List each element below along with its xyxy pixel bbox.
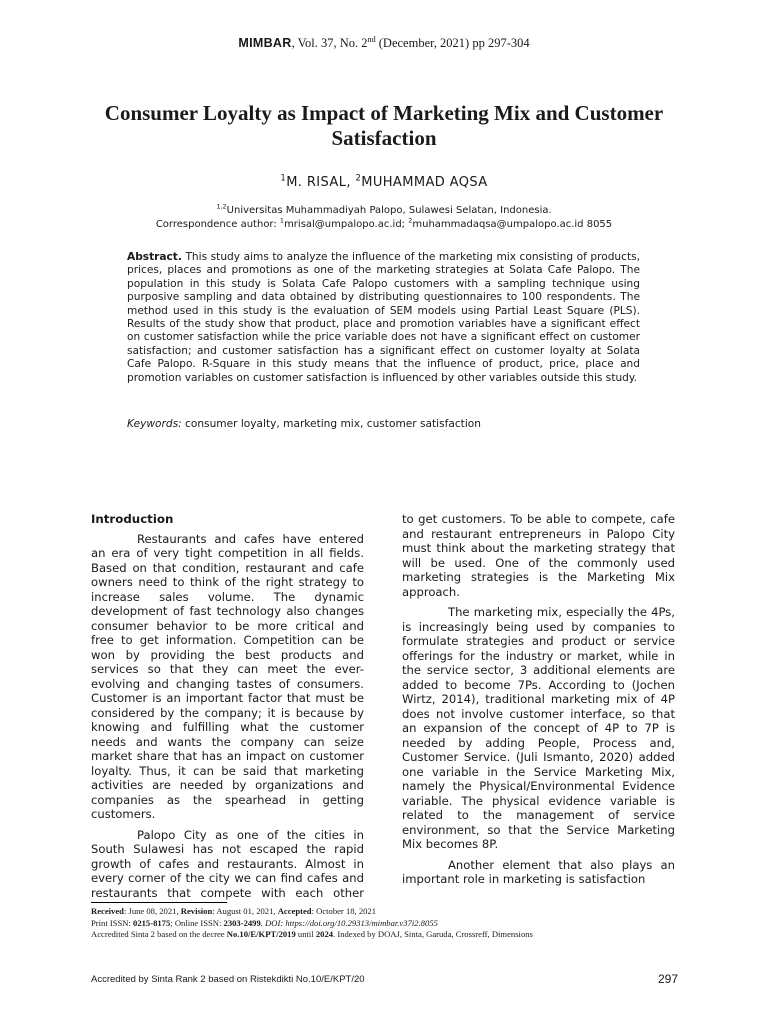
- online-issn-label: ; Online ISSN:: [170, 917, 224, 928]
- print-issn: 0215-8175: [133, 917, 171, 928]
- dates-line: [91, 906, 691, 918]
- issn-line: [91, 918, 691, 930]
- received-label: Received: [91, 906, 124, 916]
- citation-sup: nd: [367, 34, 376, 44]
- indexed-text: . Indexed by DOAJ, Sinta, Garuda, Crossreff, Dimensions: [333, 929, 533, 939]
- correspondence-label: Correspondence author:: [155, 218, 280, 230]
- correspondence-line: [0, 218, 768, 232]
- keywords: [127, 418, 640, 431]
- citation-pre: , Vol. 37, No. 2: [291, 36, 368, 50]
- until-text: until: [295, 929, 316, 939]
- until-year: 2024: [315, 929, 334, 939]
- affiliation-block: [0, 204, 768, 231]
- author2-sup: 2: [355, 172, 362, 183]
- accredited-text: Accredited Sinta 2 based on the decree: [91, 929, 227, 939]
- revision-date: : August 01, 2021,: [212, 906, 278, 916]
- affiliation-text: Universitas Muhammadiyah Palopo, Sulawesi Selatan, Indonesia.: [226, 205, 552, 216]
- body-paragraph-3: The marketing mix, especially the 4Ps, is increasingly being used by companies to formulate strategies and product or service offerings for the industry or market, while in the service sector, 3 additional elements are added to become 7Ps. According to (Jochen Wirtz, 2014), traditional marketing mix of 4P does not involve customer interface, so that an expansion of the concept of 4P to 7P is needed by adding People, Process and, Customer Service. (Juli Ismanto, 2020) added one variable in the Service Marketing Mix, namely the Physical/Environmental Evidence variable. The physical evidence variable is related to the management of service environment, so that the Service Marketing Mix becomes 8P.: [402, 605, 675, 851]
- keywords-label: Keywords:: [127, 418, 182, 430]
- body-column-right: [402, 512, 675, 893]
- paper-title: Consumer Loyalty as Impact of Marketing Mix and Customer Satisfaction: [104, 101, 664, 150]
- footnotes: [91, 906, 691, 941]
- doi-link[interactable]: https://doi.org/10.29313/mimbar.v37i2.8055: [285, 917, 438, 928]
- abstract: [127, 251, 640, 385]
- decree-number: No.10/E/KPT/2019: [226, 929, 296, 939]
- introduction-heading: Introduction: [91, 512, 174, 526]
- received-date: : June 08, 2021,: [123, 906, 181, 916]
- body-paragraph-2-continued: to get customers. To be able to compete, cafe and restaurant entrepreneurs in Palopo City must think about the marketing strategy that will be used. One of the commonly used marketing strategies is the Marketing Mix approach.: [402, 512, 675, 599]
- accepted-label: Accepted: [277, 906, 312, 916]
- keywords-text: consumer loyalty, marketing mix, customer satisfaction: [181, 418, 481, 430]
- author-list: [0, 172, 768, 190]
- body-paragraph-4: Another element that also plays an important role in marketing is satisfaction: [402, 857, 675, 886]
- accreditation-line: [91, 929, 691, 941]
- affiliation-line: [0, 204, 768, 218]
- running-header: [0, 36, 768, 51]
- body-column-left: [91, 512, 364, 900]
- print-issn-label: Print ISSN:: [91, 917, 134, 928]
- email1-sup: 1: [279, 216, 285, 225]
- body-paragraph-2: Palopo City as one of the cities in South Sulawesi has not escaped the rapid growth of cafes and restaurants. Almost in every corner of the city we can find cafes and restaurants that compete with each other: [91, 827, 364, 900]
- author2-name: MUHAMMAD AQSA: [361, 175, 488, 190]
- accepted-date: : October 18, 2021: [311, 906, 377, 916]
- revision-label: Revision: [180, 906, 213, 916]
- affiliation-sup: 1,2: [216, 202, 227, 211]
- footnote-rule: [91, 902, 227, 903]
- email2-sup: 2: [408, 216, 413, 225]
- citation-post: (December, 2021) pp 297-304: [375, 36, 530, 50]
- abstract-text: This study aims to analyze the influence of the marketing mix consisting of products, prices, places and promotions as one of the marketing strategies at Solata Cafe Palopo. The population in this study is Solata Cafe Palopo customers with a sampling technique using purposive sampling and data obtained by distributing questionnaires to 100 respondents. The method used in this study is the evaluation of SEM models using Partial Least Square (PLS). Results of the study show that product, place and promotion variables have a significant effect on customer satisfaction while the price variable does not have a significant effect on customer satisfaction; and customer satisfaction has a significant effect on customer loyalty at Solata Cafe Palopo. R-Square in this study means that the influence of product, price, place and promotion variables on customer satisfaction is influenced by other variables outside this study.: [127, 251, 640, 384]
- author1-sup: 1: [280, 172, 287, 183]
- doi-label: . DOI:: [260, 917, 286, 928]
- journal-name: MIMBAR: [238, 36, 292, 50]
- page-number: 297: [657, 972, 678, 986]
- email1-link[interactable]: mrisal@umpalopo.ac.id;: [284, 218, 409, 230]
- online-issn: 2303-2499: [223, 917, 261, 928]
- abstract-label: Abstract.: [127, 251, 182, 263]
- footer-accreditation: Accredited by Sinta Rank 2 based on Ristekdikti No.10/E/KPT/20: [91, 974, 365, 985]
- email2-link[interactable]: muhammadaqsa@umpalopo.ac.id 8055: [412, 218, 613, 230]
- author1-name: M. RISAL,: [286, 175, 356, 190]
- body-paragraph-1: Restaurants and cafes have entered an era of very tight competition in all fields. Based on that condition, restaurant and cafe owners need to think of the right strategy to increase sales volume. The dynamic development of fast technology also changes consumer behavior to be more critical and free to get information. Competition can be won by providing the best products and services so that they can meet the ever-evolving and changing tastes of consumers. Customer is an important factor that must be considered by the company; it is because by knowing and fulfilling what the customer needs and wants the company can seize market share that has an impact on customer loyalty. Thus, it can be said that marketing activities are needed by organizations and companies as the spearhead in getting customers.: [91, 531, 364, 821]
